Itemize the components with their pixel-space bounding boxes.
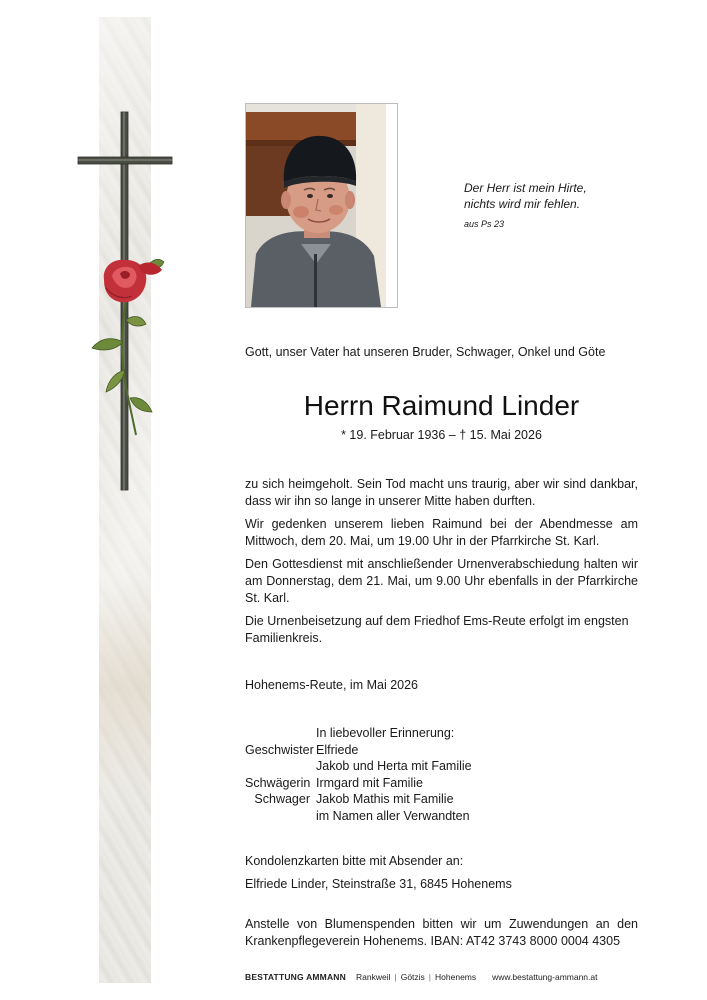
family-list <box>245 725 638 824</box>
paragraph-3: Den Gottesdienst mit anschließender Urnenverabschiedung halten wir am Donnerstag, dem 21. Mai, um 9.00 Uhr ebenfalls in der Pfarrkirche St. Karl. <box>245 557 638 605</box>
website-link[interactable]: www.bestattung-ammann.at <box>492 972 598 982</box>
place-date: Hohenems-Reute, im Mai 2026 <box>245 678 418 692</box>
intro-text: Gott, unser Vater hat unseren Bruder, Schwager, Onkel und Göte <box>245 345 606 359</box>
family-names: Elfriede <box>316 742 359 757</box>
bible-quote <box>464 180 587 232</box>
family-names: im Namen aller Verwandten <box>316 808 470 823</box>
announcement-body <box>245 476 638 653</box>
family-names: Irmgard mit Familie <box>316 775 423 790</box>
family-row <box>245 742 638 759</box>
family-row <box>245 775 638 792</box>
funeral-home-footer <box>245 972 638 982</box>
portrait-photo <box>246 104 386 307</box>
location-goetzis: Götzis <box>400 972 425 982</box>
condolence-info <box>245 853 638 893</box>
family-row <box>245 725 638 742</box>
family-row <box>245 808 638 825</box>
family-relation <box>245 758 316 775</box>
location-rankweil: Rankweil <box>355 972 391 982</box>
donation-text: Anstelle von Blumenspenden bitten wir um Zuwendungen an den Krankenpflegeverein Hohenems. IBAN: AT42 3743 8000 0004 4305 <box>245 917 638 948</box>
family-row <box>245 758 638 775</box>
family-names: Jakob Mathis mit Familie <box>316 792 454 806</box>
family-relation: Geschwister <box>245 742 314 757</box>
paragraph-1: zu sich heimgeholt. Sein Tod macht uns traurig, aber wir sind dankbar, dass wir ihn so lange in unserer Mitte haben durften. <box>245 477 638 508</box>
family-relation: Schwägerin <box>245 775 311 790</box>
deceased-name: Herrn Raimund Linder <box>303 390 580 421</box>
quote-source: aus Ps 23 <box>464 219 505 229</box>
paragraph-4: Die Urnenbeisetzung auf dem Friedhof Ems-Reute erfolgt im engsten Familienkreis. <box>245 614 629 645</box>
paragraph-2: Wir gedenken unserem lieben Raimund bei der Abendmesse am Mittwoch, dem 20. Mai, um 19.00 Uhr in der Pfarrkirche St. Karl. <box>245 517 638 548</box>
family-relation <box>245 725 316 742</box>
family-relation: Schwager <box>254 792 310 806</box>
cross-with-rose-icon <box>76 110 176 495</box>
life-dates: * 19. Februar 1936 – † 15. Mai 2026 <box>341 428 542 442</box>
condolence-line-1: Kondolenzkarten bitte mit Absender an: <box>245 854 464 868</box>
family-row <box>245 791 638 808</box>
portrait-photo-frame <box>245 103 398 308</box>
separator: | <box>428 972 432 982</box>
family-names: Jakob und Herta mit Familie <box>316 759 472 773</box>
location-hohenems: Hohenems <box>435 972 477 982</box>
family-relation <box>245 808 316 825</box>
condolence-address: Elfriede Linder, Steinstraße 31, 6845 Hohenems <box>245 877 512 891</box>
funeral-home-name: BESTATTUNG AMMANN <box>245 972 346 982</box>
family-names: In liebevoller Erinnerung: <box>316 726 455 740</box>
separator: | <box>394 972 397 982</box>
quote-line-2: nichts wird mir fehlen. <box>464 197 581 211</box>
quote-line-1: Der Herr ist mein Hirte, <box>464 181 587 195</box>
